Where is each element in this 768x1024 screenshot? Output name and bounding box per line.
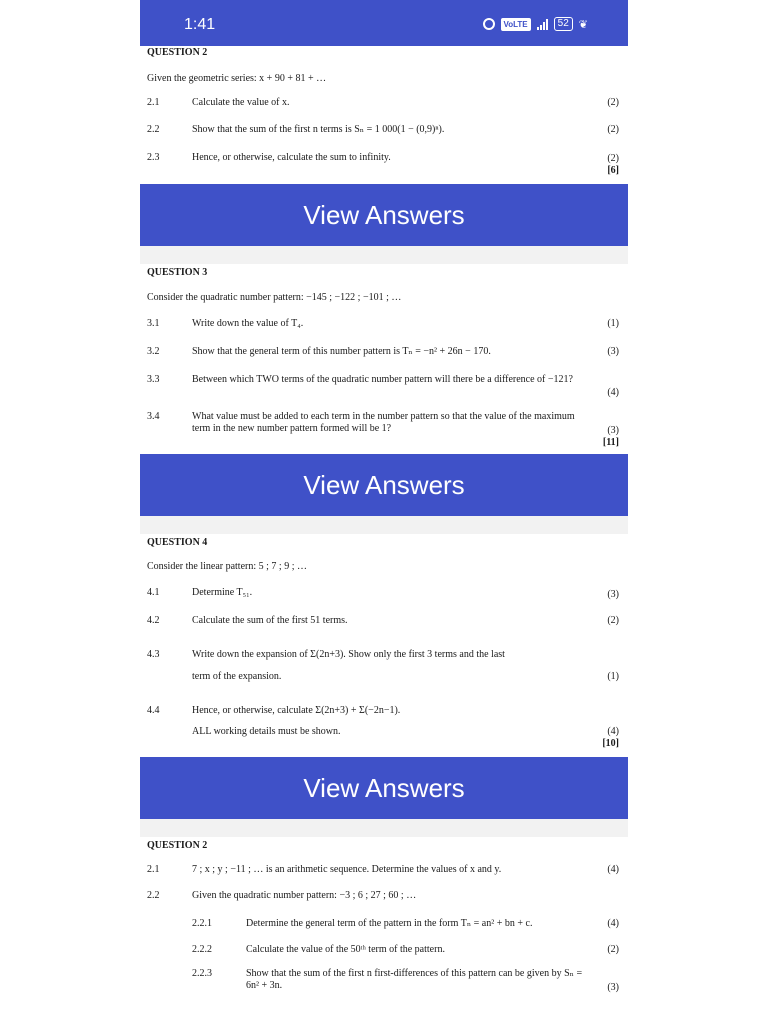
subitem-number: 2.2.3: [192, 968, 212, 979]
subitem-number: 2.2.2: [192, 944, 212, 955]
question-total: [10]: [602, 738, 619, 749]
item-number: 4.3: [147, 649, 160, 660]
item-mark: (4): [607, 864, 619, 875]
question-2-section: [140, 46, 628, 184]
item-text: Determine T₅₁.: [192, 587, 253, 598]
question-3-section: [140, 264, 628, 454]
question-total: [6]: [607, 165, 619, 176]
item-mark: (3): [607, 346, 619, 357]
question-2b-section: [140, 837, 628, 1024]
question-intro: Consider the linear pattern: 5 ; 7 ; 9 ; …: [147, 561, 307, 572]
item-number: 4.4: [147, 705, 160, 716]
item-number: 2.3: [147, 152, 160, 163]
view-answers-button[interactable]: View Answers: [140, 757, 628, 819]
subitem-text: Calculate the value of the 50ᵗʰ term of the pattern.: [246, 944, 445, 955]
item-mark: (3): [607, 982, 619, 993]
item-text: Between which TWO terms of the quadratic number pattern will there be a difference of −121?: [192, 374, 573, 385]
view-answers-button[interactable]: View Answers: [140, 454, 628, 516]
item-number: 3.4: [147, 411, 160, 422]
item-text: Hence, or otherwise, calculate Σ(2n+3) + Σ(−2n−1).: [192, 705, 401, 716]
status-icons: [483, 17, 589, 31]
subitem-text: Show that the sum of the first n first-differences of this pattern can be given by Sₙ = 6n² + 3n.: [246, 968, 583, 991]
item-text-continued: ALL working details must be shown.: [192, 726, 341, 737]
document-column: [140, 0, 628, 1024]
item-mark: (3): [607, 425, 619, 436]
item-text: Show that the sum of the first n terms is Sₙ = 1 000(1 − (0,9)ⁿ).: [192, 124, 445, 135]
status-bar: [140, 0, 628, 46]
item-mark: (4): [607, 918, 619, 929]
item-mark: (1): [607, 671, 619, 682]
item-number: 3.3: [147, 374, 160, 385]
question-title: QUESTION 3: [147, 267, 208, 278]
item-number: 4.2: [147, 615, 160, 626]
question-title: QUESTION 2: [147, 840, 208, 851]
volte-icon: VoLTE: [501, 18, 531, 31]
battery-icon: 52: [554, 17, 573, 31]
divider: [140, 819, 628, 837]
subitem-text: Determine the general term of the pattern in the form Tₙ = an² + bn + c.: [246, 918, 533, 929]
item-text: Given the quadratic number pattern: −3 ; 6 ; 27 ; 60 ; …: [192, 890, 417, 901]
item-mark: (2): [607, 97, 619, 108]
item-text: Hence, or otherwise, calculate the sum to infinity.: [192, 152, 391, 163]
item-number: 2.2: [147, 890, 160, 901]
question-intro: Given the geometric series: x + 90 + 81 + …: [147, 73, 327, 84]
item-mark: (2): [607, 615, 619, 626]
item-number: 2.2: [147, 124, 160, 135]
item-mark: (2): [607, 944, 619, 955]
item-text: Calculate the value of x.: [192, 97, 290, 108]
item-number: 4.1: [147, 587, 160, 598]
item-mark: (4): [607, 387, 619, 398]
leaf-icon: ❦: [578, 18, 588, 31]
subitem-number: 2.2.1: [192, 918, 212, 929]
question-total: [11]: [602, 437, 619, 448]
item-text: Calculate the sum of the first 51 terms.: [192, 615, 348, 626]
question-title: QUESTION 4: [147, 537, 208, 548]
item-mark: (4): [607, 726, 619, 737]
item-text: What value must be added to each term in the number pattern so that the value of the maximum term in the new number pattern formed will be 1?: [192, 411, 575, 434]
item-text: Write down the value of T₄.: [192, 318, 304, 329]
item-number: 2.1: [147, 97, 160, 108]
item-mark: (2): [607, 124, 619, 135]
item-mark: (2): [607, 153, 619, 164]
item-number: 2.1: [147, 864, 160, 875]
status-time: 1:41: [184, 16, 216, 33]
item-text: Write down the expansion of Σ(2n+3). Show only the first 3 terms and the last: [192, 649, 505, 660]
question-intro: Consider the quadratic number pattern: −145 ; −122 ; −101 ; …: [147, 292, 402, 303]
divider: [140, 516, 628, 534]
item-mark: (1): [607, 318, 619, 329]
item-number: 3.1: [147, 318, 160, 329]
question-title: QUESTION 2: [147, 47, 208, 58]
divider: [140, 246, 628, 264]
item-text: Show that the general term of this number pattern is Tₙ = −n² + 26n − 170.: [192, 346, 491, 357]
question-4-section: [140, 534, 628, 756]
item-number: 3.2: [147, 346, 160, 357]
view-answers-button[interactable]: View Answers: [140, 184, 628, 246]
item-text: 7 ; x ; y ; −11 ; … is an arithmetic sequence. Determine the values of x and y.: [192, 864, 502, 875]
item-text-continued: term of the expansion.: [192, 671, 282, 682]
alarm-icon: [483, 18, 495, 30]
item-mark: (3): [607, 589, 619, 600]
signal-icon: [537, 18, 548, 30]
